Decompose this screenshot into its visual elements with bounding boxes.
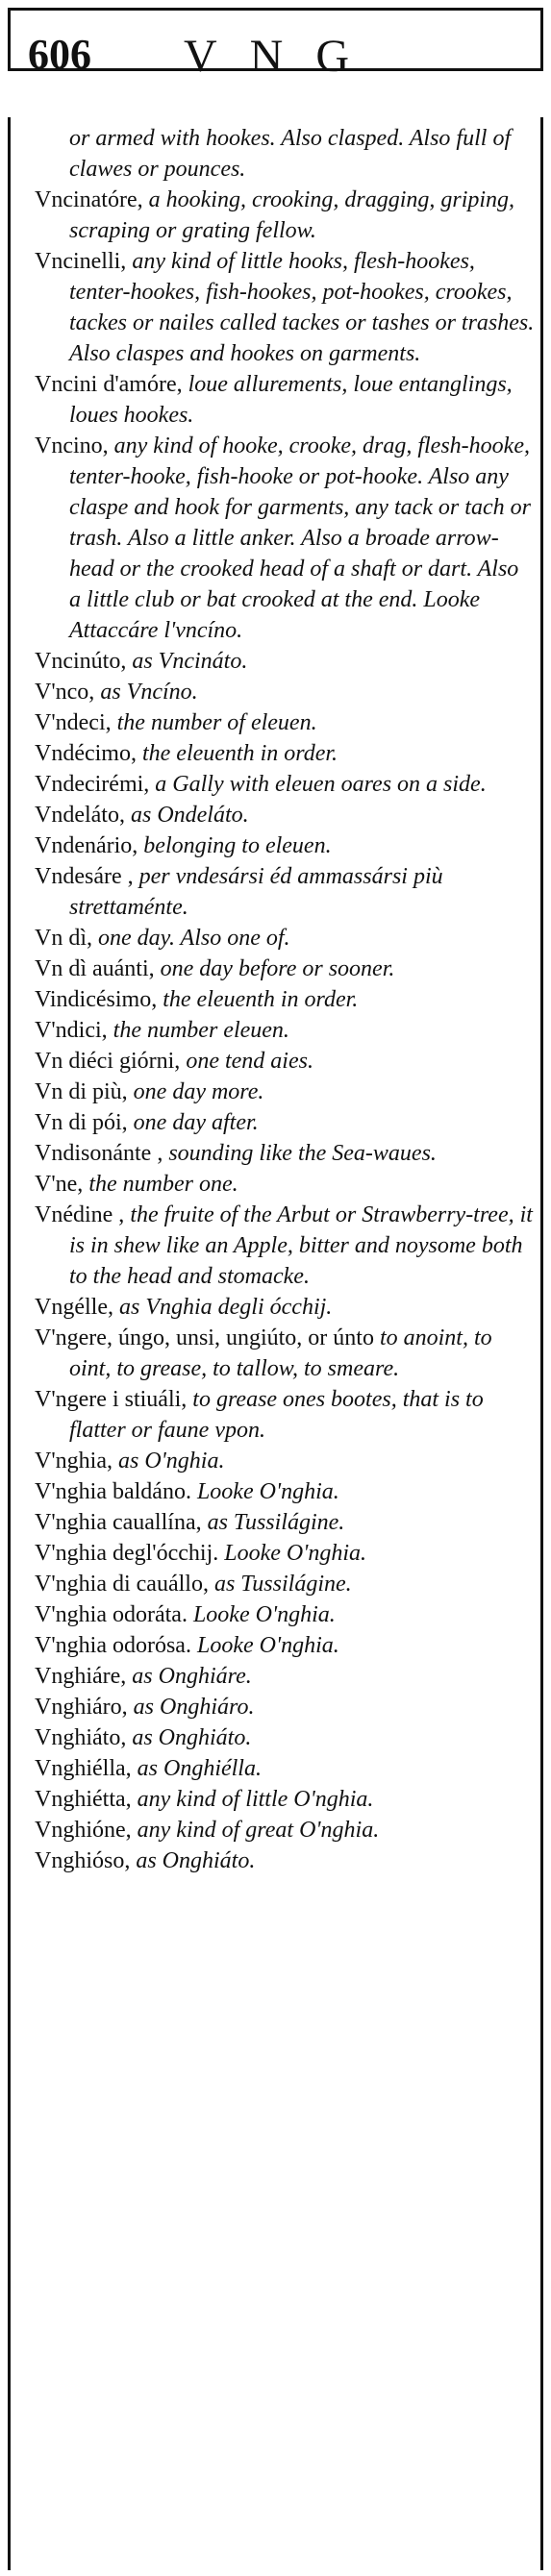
dictionary-entry — [35, 1446, 535, 1476]
dictionary-entry — [35, 738, 535, 769]
entry-definition: Looke O'nghia. — [187, 1602, 336, 1627]
entry-definition: per vndesársi éd ammassársi più strettaménte. — [69, 864, 443, 920]
entry-headword: Vnghióso, — [35, 1848, 131, 1873]
entry-headword: V'ngere, úngo, unsi, ungiúto, or únto — [35, 1325, 374, 1350]
dictionary-entry — [35, 1569, 535, 1599]
dictionary-entry — [35, 800, 535, 830]
entry-definition: the number of eleuen. — [111, 710, 317, 735]
entry-headword: V'nco, — [35, 680, 95, 705]
entry-definition: any kind of hooke, crooke, drag, flesh-hooke, tenter-hooke, fish-hooke or pot-hooke. Also any claspe and hook for garments, any tack or tach or trash. Also a little anker. Also a broade arrow-head or the crooked head of a shaft or dart. Also a little club or bat crooked at the end. Looke Attaccáre l'vncíno. — [69, 433, 531, 643]
dictionary-entry — [35, 1753, 535, 1784]
dictionary-entry — [35, 677, 535, 707]
entry-definition: as Tussilágine. — [208, 1572, 352, 1597]
entry-headword: V'nghia, — [35, 1449, 113, 1474]
dictionary-entry — [35, 1845, 535, 1876]
entry-definition: the fruite of the Arbut or Strawberry-tree, it is in shew like an Apple, bitter and noysome both to the head and stomacke. — [69, 1202, 533, 1289]
page-header — [8, 8, 543, 82]
entry-headword: V'nghia odoráta. — [35, 1602, 188, 1627]
entry-definition: any kind of little hooks, flesh-hookes, tenter-hookes, fish-hookes, pot-hookes, crookes, tackes or nailes called tackes or tashes or trashes. Also claspes and hookes on garments. — [69, 249, 535, 366]
entry-headword: Vnghiáro, — [35, 1695, 128, 1720]
entry-definition: any kind of little O'nghia. — [131, 1787, 374, 1812]
entry-headword: V'ndici, — [35, 1018, 108, 1043]
dictionary-entry — [35, 1046, 535, 1077]
dictionary-entry — [35, 1292, 535, 1323]
entry-definition: as O'nghia. — [112, 1449, 225, 1474]
dictionary-entry — [35, 1169, 535, 1200]
entry-definition: as Vnghia degli ócchij. — [113, 1295, 333, 1320]
entry-definition: loue allurements, loue entanglings, loues hookes. — [69, 372, 513, 428]
dictionary-entry — [35, 707, 535, 738]
dictionary-entry — [35, 954, 535, 984]
entry-headword: Vnédine , — [35, 1202, 125, 1227]
dictionary-entry — [35, 1200, 535, 1292]
entry-definition: one day more. — [127, 1079, 264, 1104]
entry-headword: V'ne, — [35, 1172, 84, 1197]
dictionary-entry — [35, 1384, 535, 1446]
entry-definition: to anoint, to oint, to grease, to tallow, to smeare. — [69, 1325, 492, 1381]
entry-definition: the number eleuen. — [107, 1018, 289, 1043]
dictionary-entry — [35, 646, 535, 677]
dictionary-entry — [35, 861, 535, 923]
entry-definition: one day after. — [127, 1110, 259, 1135]
entry-definition: sounding like the Sea-waues. — [163, 1141, 437, 1166]
dictionary-entry — [35, 1015, 535, 1046]
entry-headword: Vn di più, — [35, 1079, 128, 1104]
entry-definition: a hooking, crooking, dragging, griping, scraping or grating fellow. — [69, 187, 515, 243]
entry-headword: Vncini d'amóre, — [35, 372, 183, 397]
entry-headword: V'nghia baldáno. — [35, 1479, 191, 1504]
entry-headword: Vnghiétta, — [35, 1787, 132, 1812]
entry-headword: Vnghióne, — [35, 1818, 132, 1843]
dictionary-entry — [35, 1784, 535, 1815]
entry-headword: V'ngere i stiuáli, — [35, 1387, 188, 1412]
running-head: VNG — [184, 31, 382, 82]
entry-definition: as Tussilágine. — [201, 1510, 345, 1535]
entry-headword: Vndeláto, — [35, 803, 125, 828]
entry-definition: as Onghiáre. — [126, 1664, 252, 1689]
dictionary-entry — [35, 769, 535, 800]
entry-headword: V'nghia cauallína, — [35, 1510, 202, 1535]
entry-headword: Vndecirémi, — [35, 772, 150, 797]
entry-headword: Vncino, — [35, 433, 109, 458]
entry-definition: as Ondeláto. — [124, 803, 249, 828]
dictionary-entry — [35, 1538, 535, 1569]
entry-definition: the eleuenth in order. — [157, 987, 359, 1012]
dictionary-entry — [35, 984, 535, 1015]
dictionary-entry — [35, 369, 535, 431]
entry-headword: Vngélle, — [35, 1295, 113, 1320]
entry-headword: Vn diéci giórni, — [35, 1049, 181, 1074]
entry-headword: Vncinúto, — [35, 649, 127, 674]
dictionary-entry — [35, 1323, 535, 1384]
entry-headword: Vn dì auánti, — [35, 956, 155, 981]
dictionary-entry — [35, 1077, 535, 1107]
entry-headword: Vn dì, — [35, 926, 92, 951]
dictionary-entry — [35, 830, 535, 861]
page-number: 606 — [28, 31, 91, 78]
entry-headword: Vnghiélla, — [35, 1756, 132, 1781]
entry-headword: Vndesáre , — [35, 864, 134, 889]
entry-headword: Vnghiáre, — [35, 1664, 127, 1689]
dictionary-entry — [35, 1661, 535, 1692]
entry-headword: Vndenário, — [35, 833, 138, 858]
entry-headword: Vnghiáto, — [35, 1725, 127, 1750]
entry-headword: Vncinatóre, — [35, 187, 143, 212]
entry-definition: one day. Also one of. — [92, 926, 290, 951]
dictionary-entry — [35, 1138, 535, 1169]
entry-headword: V'nghia degl'ócchij. — [35, 1541, 219, 1566]
entry-definition: the eleuenth in order. — [136, 741, 338, 766]
entry-definition: or armed with hookes. Also clasped. Also full of clawes or pounces. — [69, 126, 512, 182]
entry-headword: Vndisonánte , — [35, 1141, 163, 1166]
dictionary-entry — [35, 1692, 535, 1722]
dictionary-entry — [35, 1476, 535, 1507]
dictionary-entry — [35, 185, 535, 246]
entry-headword: Vindicésimo, — [35, 987, 158, 1012]
entry-definition: Looke O'nghia. — [190, 1633, 339, 1658]
entry-list — [35, 123, 535, 1876]
entry-definition: Looke O'nghia. — [218, 1541, 367, 1566]
entry-definition: as Vncíno. — [94, 680, 198, 705]
dictionary-entry — [35, 1599, 535, 1630]
entry-headword: V'nghia odorósa. — [35, 1633, 191, 1658]
entry-headword: V'nghia di cauállo, — [35, 1572, 209, 1597]
dictionary-entry — [35, 1630, 535, 1661]
dictionary-entry — [35, 123, 535, 185]
entry-definition: any kind of great O'nghia. — [131, 1818, 380, 1843]
entry-definition: as Vncináto. — [126, 649, 248, 674]
entry-definition: as Onghiélla. — [131, 1756, 262, 1781]
entry-definition: as Onghiáro. — [127, 1695, 255, 1720]
entry-definition: the number one. — [83, 1172, 238, 1197]
dictionary-entry — [35, 1722, 535, 1753]
entry-definition: a Gally with eleuen oares on a side. — [149, 772, 487, 797]
dictionary-entry — [35, 1507, 535, 1538]
entry-definition: to grease ones bootes, that is to flatter or faune vpon. — [69, 1387, 484, 1443]
dictionary-entry — [35, 246, 535, 369]
entry-headword: Vncinelli, — [35, 249, 127, 274]
entry-definition: as Onghiáto. — [126, 1725, 252, 1750]
entry-headword: Vn di pói, — [35, 1110, 128, 1135]
entry-headword: V'ndeci, — [35, 710, 112, 735]
dictionary-entry — [35, 923, 535, 954]
entry-definition: Looke O'nghia. — [190, 1479, 339, 1504]
entry-definition: as Onghiáto. — [130, 1848, 256, 1873]
dictionary-entry — [35, 431, 535, 646]
entry-definition: one day before or sooner. — [154, 956, 395, 981]
dictionary-entry — [35, 1815, 535, 1845]
entry-definition: belonging to eleuen. — [138, 833, 332, 858]
entry-headword: Vndécimo, — [35, 741, 137, 766]
dictionary-entry — [35, 1107, 535, 1138]
entry-definition: one tend aies. — [180, 1049, 313, 1074]
